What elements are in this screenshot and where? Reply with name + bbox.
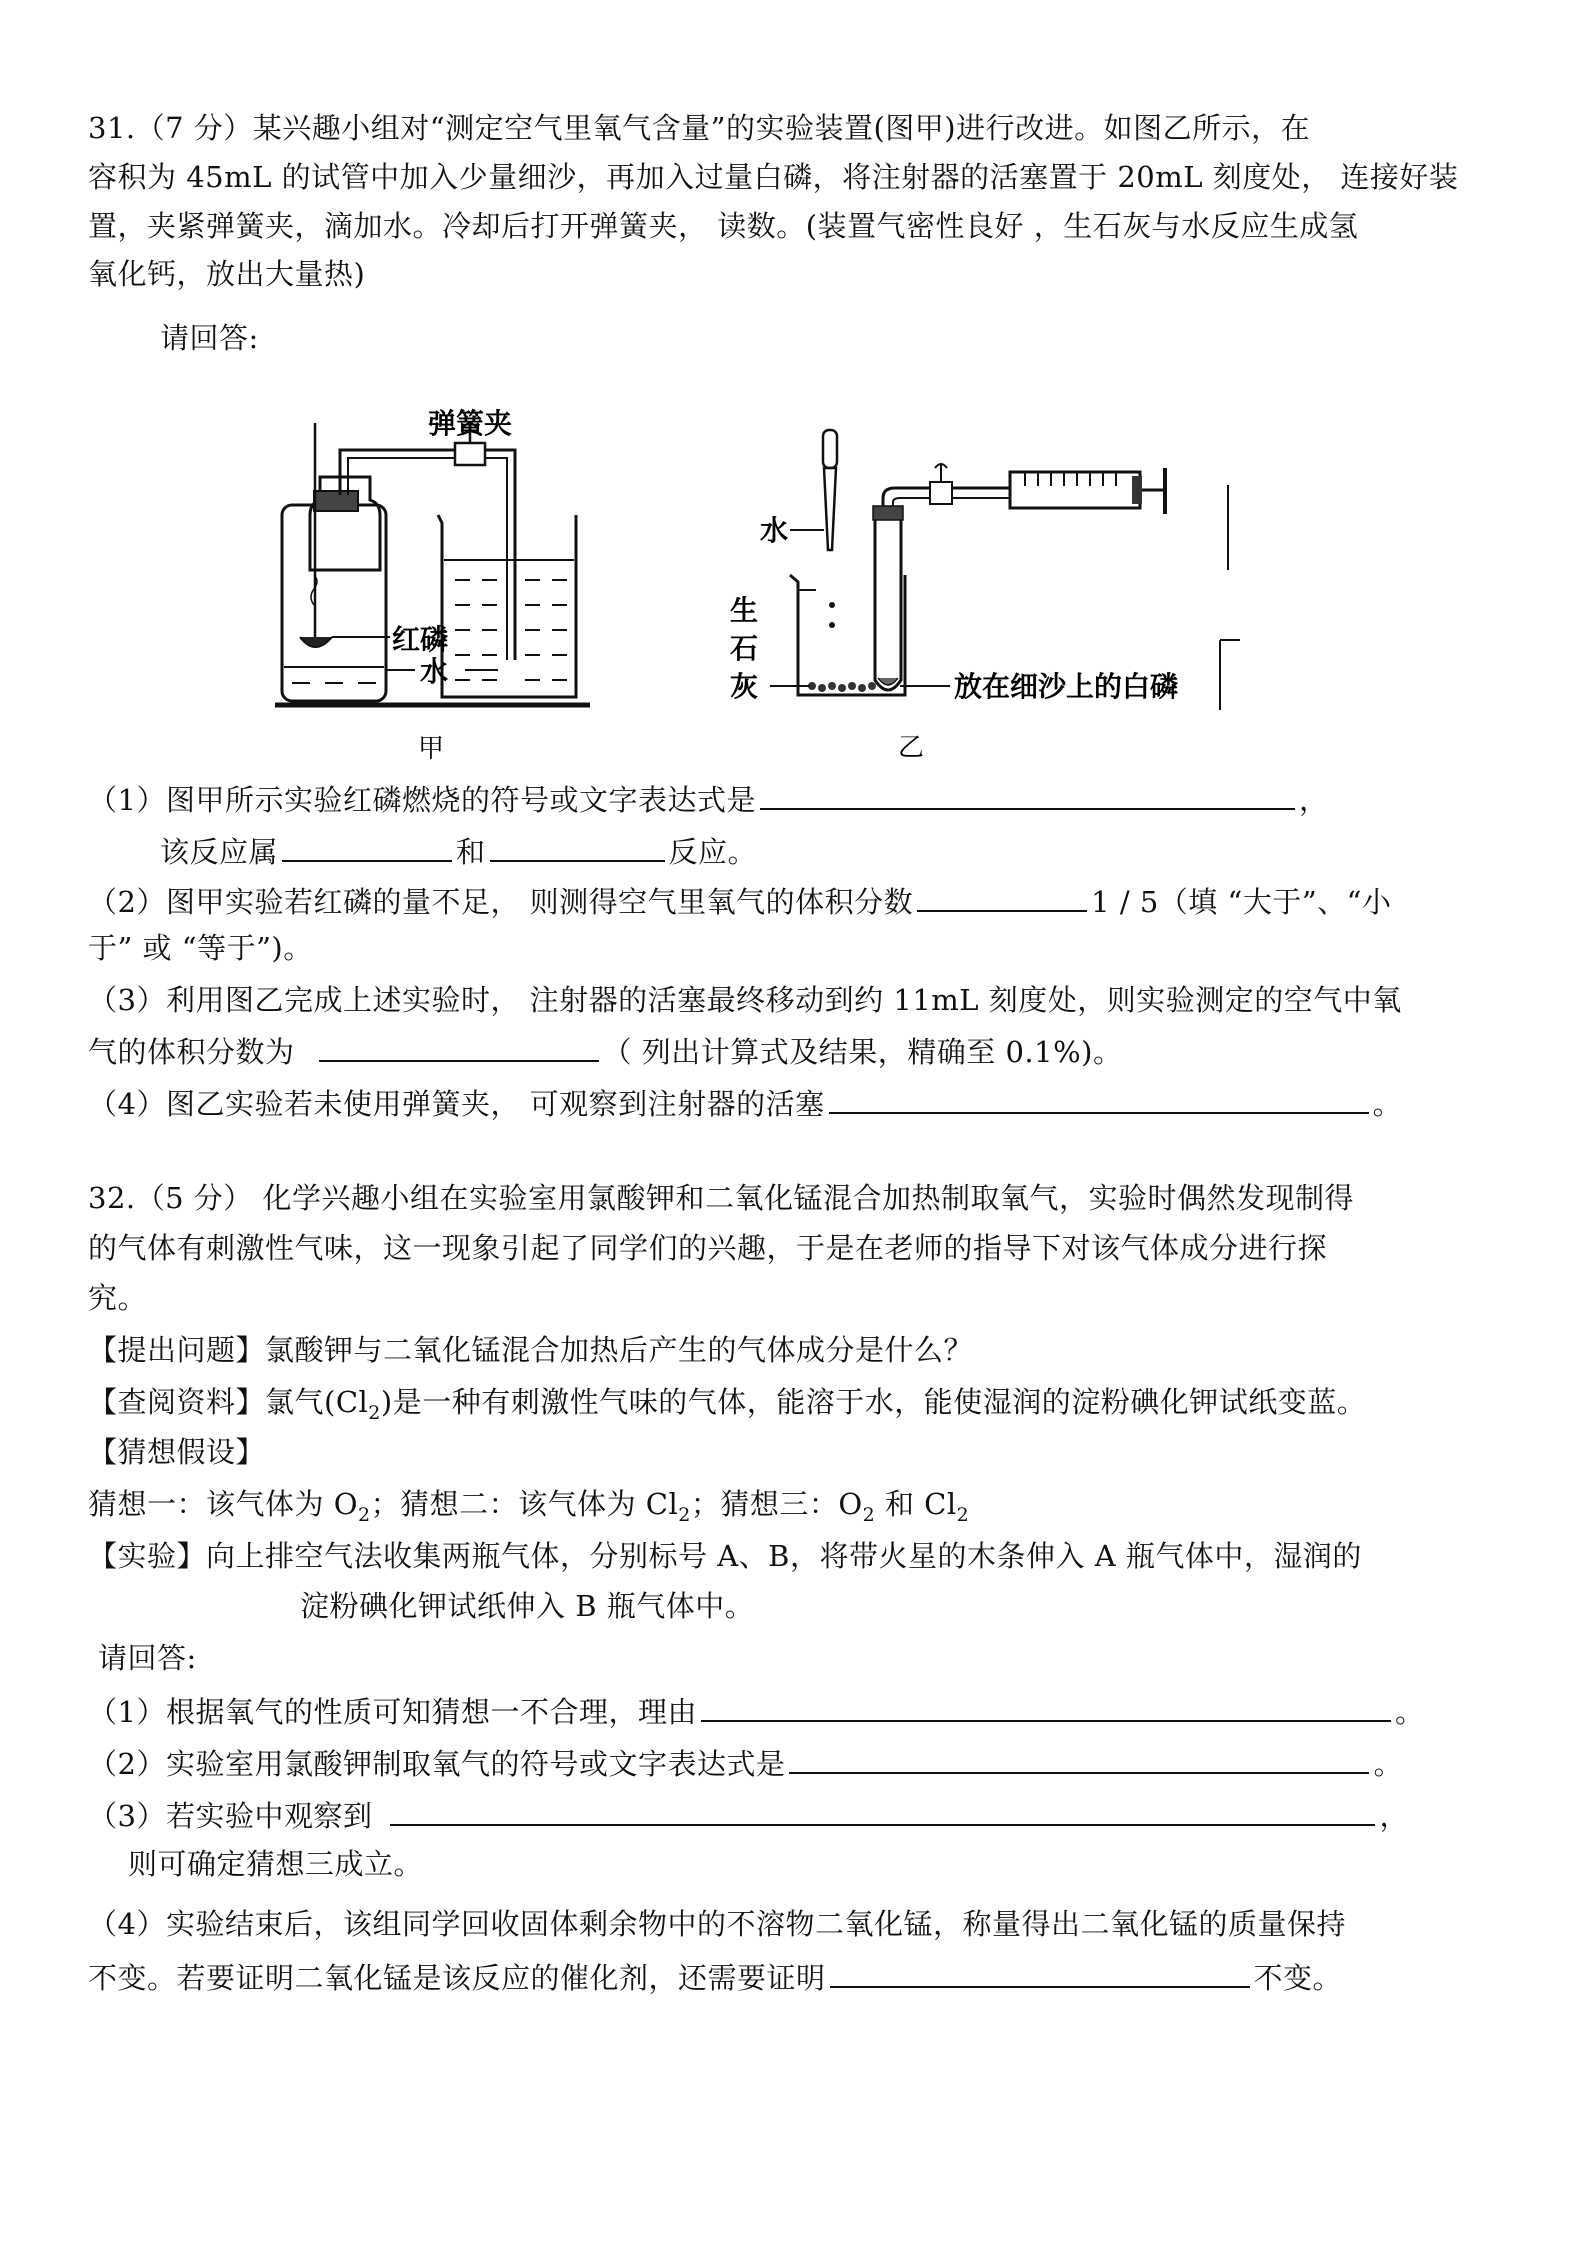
label-water-jia: 水 [420,655,449,688]
figure-jia [270,405,610,779]
label-lime-2: 石 [730,632,759,665]
beaker-water [455,580,567,680]
answer-blank-32-4[interactable] [830,1956,1250,1988]
label-lime-1: 生 [730,594,759,627]
q31-part1-line1: （1）图甲所示实验红磷燃烧的符号或文字表达式是 ， [88,778,1328,820]
q32-part3-line2: 则可确定猜想三成立。 [128,1847,424,1881]
label-red-phosphorus: 红磷 [392,623,449,656]
answer-blank-31-4[interactable] [829,1082,1369,1114]
q32-hypothesis: 【猜想假设】 [88,1435,266,1469]
q32-part4-line2: 不变。若要证明二氧化锰是该反应的催化剂，还需要证明 不变。 [88,1956,1342,1998]
spring-clip-yi [930,482,952,504]
q31-header: 31.（7 分）某兴趣小组对“测定空气里氧气含量”的实验装置(图甲)进行改进。如图乙所示，在 [88,111,1311,145]
label-spring-clip: 弹簧夹 [428,407,513,440]
test-tube [875,520,901,690]
q32-prompt: 请回答: [98,1641,197,1675]
label-white-phosphorus: 放在细沙上的白磷 [954,670,1179,703]
q31-part3-line2: 气的体积分数为 （ 列出计算式及结果，精确至 0.1%)。 [88,1030,1122,1072]
q32-part2: （2）实验室用氯酸钾制取氧气的符号或文字表达式是 。 [88,1742,1403,1784]
q32-line3: 究。 [88,1281,148,1315]
answer-blank-31-1b[interactable] [282,830,452,862]
q32-header: 32.（5 分） 化学兴趣小组在实验室用氯酸钾和二氧化锰混合加热制取氧气，实验时偶然发现制得 [88,1181,1355,1215]
label-lime-3: 灰 [730,670,759,703]
bottle-body [282,505,386,701]
stopper [314,491,358,511]
answer-blank-32-2[interactable] [789,1742,1369,1774]
answer-blank-31-2[interactable] [917,880,1087,912]
q32-part3-line1: （3）若实验中观察到 ， [88,1794,1409,1836]
q32-part1: （1）根据氧气的性质可知猜想一不合理，理由 。 [88,1690,1424,1732]
test-tube-stopper [873,506,903,520]
q31-part1-text: （1）图甲所示实验红磷燃烧的符号或文字表达式是 [88,783,756,817]
q31-part2-line2: 于” 或 “等于”)。 [88,931,313,965]
answer-blank-31-1c[interactable] [490,830,665,862]
answer-blank-31-3[interactable] [319,1030,599,1062]
q32-part4-line1: （4）实验结束后，该组同学回收固体剩余物中的不溶物二氧化锰，称量得出二氧化锰的质量保持 [88,1907,1346,1941]
answer-blank-32-1[interactable] [701,1690,1391,1722]
white-phosphorus-on-sand [878,678,898,685]
figure-jia-drawing [270,405,610,775]
q32-question: 【提出问题】氯酸钾与二氧化锰混合加热后产生的气体成分是什么？ [88,1333,974,1367]
q31-part4: （4）图乙实验若未使用弹簧夹， 可观察到注射器的活塞 。 [88,1082,1402,1124]
q32-experiment-1: 【实验】向上排空气法收集两瓶气体，分别标号 A、B，将带火星的木条伸入 A 瓶气体中，湿润的 [88,1539,1362,1573]
dropper-bulb [823,430,837,468]
caption-yi: 乙 [898,733,925,763]
q31-part1-line2: 该反应属 和 反应。 [160,830,757,872]
q32-line2: 的气体有刺激性气味，这一现象引起了同学们的兴趣，于是在老师的指导下对该气体成分进行探 [88,1231,1328,1265]
quicklime [808,682,876,692]
q32-info: 【查阅资料】氯气$(Cl_2)$是一种有刺激性气味的气体，能溶于水，能使湿润的淀粉碘化钾试纸变蓝。 [88,1385,1367,1424]
syringe-barrel [1010,472,1140,508]
figure-yi-drawing [720,410,1240,780]
answer-blank-31-1a[interactable] [760,778,1295,810]
figure-yi [720,410,1240,784]
q31-line3: 置，夹紧弹簧夹，滴加水。冷却后打开弹簧夹， 读数。(装置气密性良好 ，生石灰与水反应生成氢 [88,209,1359,243]
q31-line4: 氧化钙，放出大量热) [88,257,366,291]
q31-line2: 容积为 45mL 的试管中加入少量细沙，再加入过量白磷，将注射器的活塞置于 20mL 刻度处， 连接好装 [88,160,1459,194]
q31-part3-line1: （3）利用图乙完成上述实验时， 注射器的活塞最终移动到约 11mL 刻度处，则实验测定的空气中氧 [88,983,1402,1017]
combustion-spoon [300,637,332,647]
q32-experiment-2: 淀粉碘化钾试纸伸入 B 瓶气体中。 [300,1589,755,1623]
dropper-tube [824,468,836,550]
spring-clip [455,443,485,465]
lime-beaker [790,575,905,695]
answer-blank-32-3[interactable] [390,1794,1375,1826]
label-water-yi: 水 [760,514,789,547]
q31-part2-line1: （2）图甲实验若红磷的量不足， 则测得空气里氧气的体积分数 1 / 5（填 “大于”、“小 [88,880,1391,922]
q31-prompt: 请回答: [160,321,259,355]
q32-guesses: 猜想一：该气体为 $O_2$；猜想二：该气体为 $Cl_2$；猜想三：$O_2$ 和 $Cl_2$ [88,1487,970,1526]
caption-jia: 甲 [418,734,445,764]
